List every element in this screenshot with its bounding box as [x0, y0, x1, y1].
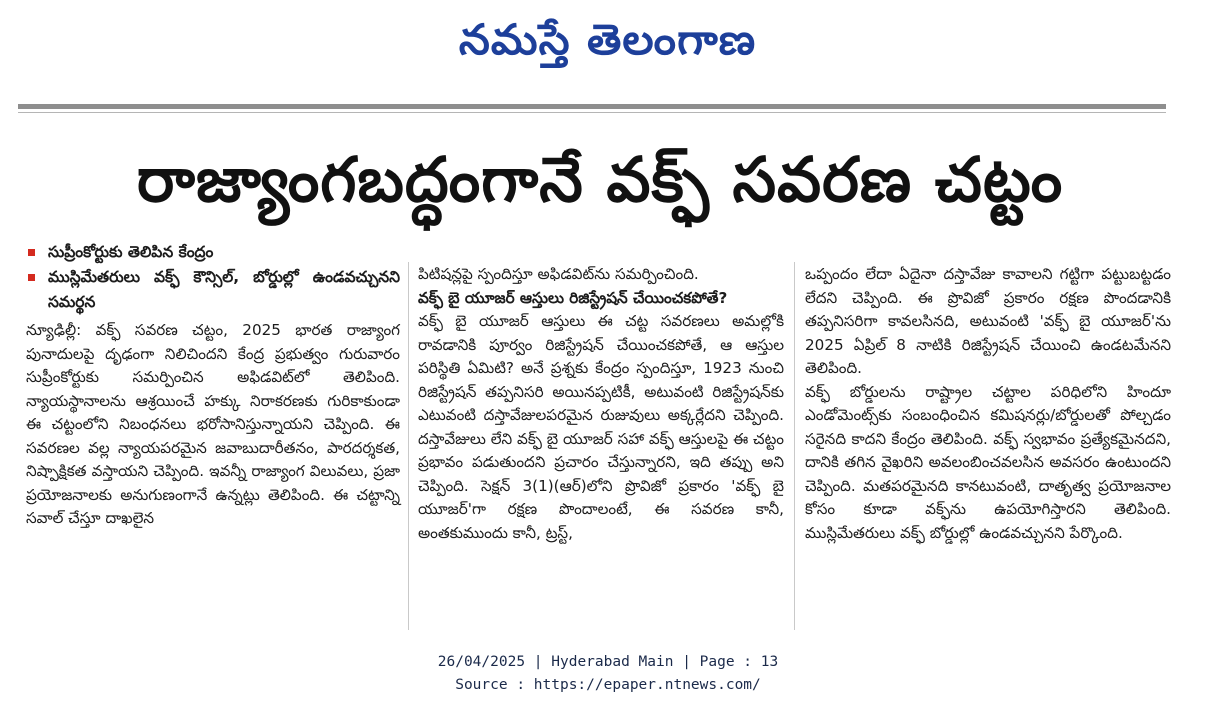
article-headline: [20, 130, 1180, 234]
footer-edition-info: 26/04/2025 | Hyderabad Main | Page : 13: [437, 654, 779, 670]
newspaper-logo: నమస్తే తెలంగాణ: [459, 15, 757, 64]
headline-text: రాజ్యాంగబద్ధంగానే వక్ఫ్ సవరణ చట్టం: [136, 143, 1064, 216]
column-1-body: న్యూఢిల్లీ: వక్ఫ్ సవరణ చట్టం, 2025 భారత రాజ్యాంగ పునాదులపై దృఢంగా నిలిచిందని కేంద్ర ప్రభుత్వం గురువారం సుప్రీంకోర్టుకు సమర్పించిన అఫిడవిట్‌లో తెలిపింది. న్యాయస్థానాలను ఆశ్రయించే హక్కు నిరాకరణకు గురికాకుండా ఈ చట్టంలోని నిబంధనలు భరోసానిస్తున్నాయని చెప్పింది. ఈ సవరణల వల్ల న్యాయపరమైన జవాబుదారీతనం, పారదర్శకత, నిష్పాక్షికత వస్తాయని చెప్పింది. ఇవన్నీ రాజ్యాంగ విలువలు, ప్రజా ప్రయోజనాలకు అనుగుణంగానే ఉన్నట్లు తెలిపింది. ఈ చట్టాన్ని సవాల్ చేస్తూ దాఖలైన: [26, 321, 400, 527]
square-bullet-icon: [28, 249, 35, 256]
masthead: [0, 8, 1216, 72]
article-column-3: [805, 263, 1171, 663]
bullet-text: ముస్లిమేతరులు వక్ఫ్ కౌన్సిల్, బోర్డుల్లో ఉండవచ్చునని సమర్థన: [48, 268, 400, 311]
bullet-text: సుప్రీంకోర్టుకు తెలిపిన కేంద్రం: [48, 243, 214, 261]
column-2-body: వక్ఫ్ బై యూజర్ ఆస్తులు ఈ చట్ట సవరణలు అమల్లోకి రావడానికి పూర్వం రిజిస్ట్రేషన్ చేయించకపోతే, ఆ ఆస్తుల పరిస్థితి ఏమిటి? అనే ప్రశ్నకు కేంద్రం స్పందిస్తూ, 1923 నుంచి రిజిస్ట్రేషన్ తప్పనిసరి అయినప్పటికీ, అటువంటి రిజిస్ట్రేషన్‌కు ఎటువంటి దస్తావేజులపరమైన రుజువులు అక్కర్లేదని చెప్పింది. దస్తావేజులు లేని వక్ఫ్ బై యూజర్ సహా వక్ఫ్ ఆస్తులపై ఈ చట్టం ప్రభావం పడుతుందని ప్రచారం చేస్తున్నారని, ఇది తప్పు అని చెప్పింది. సెక్షన్ 3(1)(ఆర్)లోని ప్రొవిజో ప్రకారం 'వక్ఫ్ బై యూజర్'గా రక్షణ పొందాలంటే, ఈ సవరణ కానీ, అంతకుముందు కానీ, ట్రస్ట్,: [418, 312, 784, 542]
article-column-2: [418, 263, 784, 663]
masthead-divider-thin: [18, 112, 1166, 113]
masthead-divider: [18, 104, 1166, 109]
column-divider: [794, 262, 795, 630]
summary-bullet: [26, 240, 400, 265]
column-3-paragraph-1: ఒప్పందం లేదా ఏదైనా దస్తావేజు కావాలని గట్టిగా పట్టుబట్టడం లేదని చెప్పింది. ఈ ప్రొవిజో ప్రకారం రక్షణ పొందడానికి తప్పనిసరిగా కావలసినది, అటువంటి 'వక్ఫ్ బై యూజర్'ను 2025 ఏప్రిల్ 8 నాటికి రిజిస్ట్రేషన్ చేయించి ఉండటమేనని తెలిపింది.: [805, 265, 1171, 377]
footer-source: Source : https://epaper.ntnews.com/: [455, 677, 761, 693]
summary-bullet: [26, 265, 400, 315]
column-2-lead: పిటిషన్లపై స్పందిస్తూ అఫిడవిట్‌ను సమర్పించింది.: [418, 265, 699, 283]
square-bullet-icon: [28, 274, 35, 281]
column-divider: [408, 262, 409, 630]
summary-bullets: [26, 240, 400, 315]
column-2-subhead: వక్ఫ్ బై యూజర్ ఆస్తులు రిజిస్ట్రేషన్ చేయించకపోతే?: [418, 288, 728, 307]
article-column-1: [26, 240, 400, 640]
column-3-paragraph-2: వక్ఫ్ బోర్డులను రాష్ట్రాల చట్టాల పరిధిలోని హిందూ ఎండోమెంట్స్‌కు సంబంధించిన కమిషనర్లు/బోర్డులతో పోల్చడం సరైనది కాదని కేంద్రం తెలిపింది. వక్ఫ్ స్వభావం ప్రత్యేకమైనదని, దానికి తగిన వైఖరిని అవలంబించవలసిన అవసరం ఉంటుందని చెప్పింది. మతపరమైనది కానటువంటి, దాతృత్వ ప్రయోజనాల కోసం కూడా వక్ఫ్‌ను ఉపయోగిస్తారని తెలిపింది. ముస్లిమేతరులు వక్ఫ్ బోర్డుల్లో ఉండవచ్చునని పేర్కొంది.: [805, 382, 1171, 542]
